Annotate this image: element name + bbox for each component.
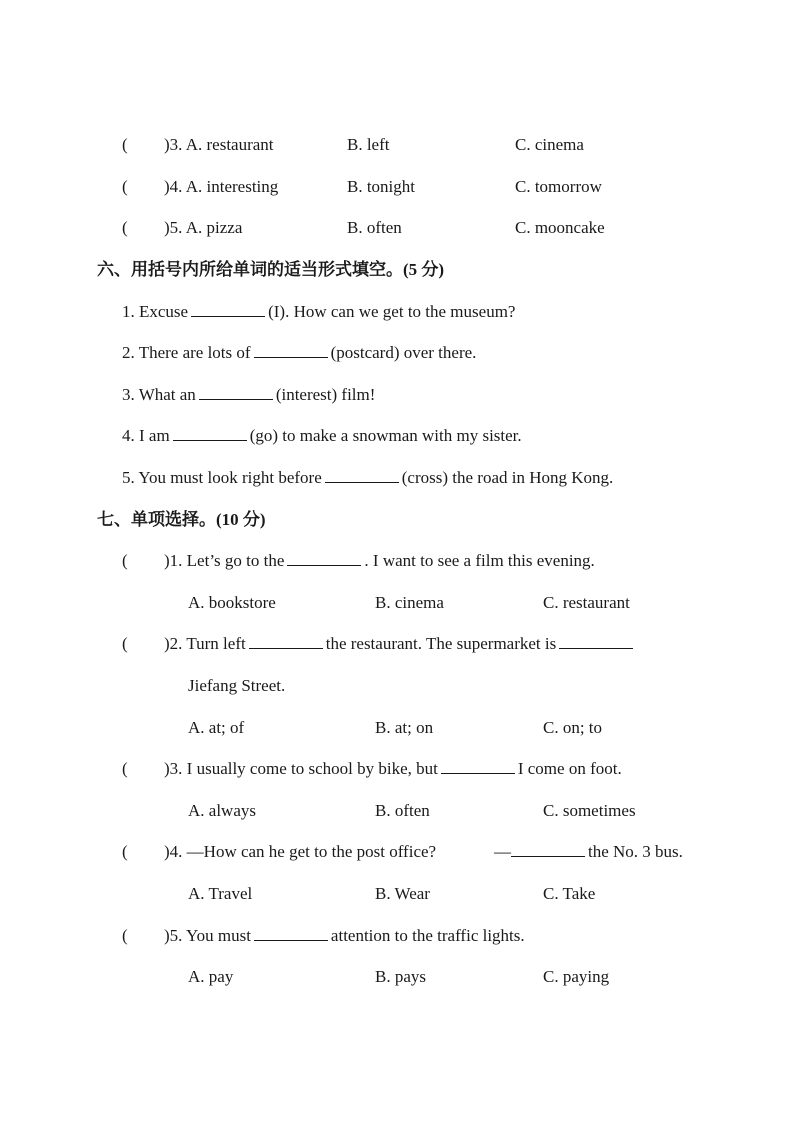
num-label: )4.	[164, 177, 183, 196]
option-a: A. Travel	[188, 884, 253, 903]
question-number	[164, 218, 242, 238]
option-a: A. pay	[188, 967, 234, 986]
option-b: B. at; on	[375, 718, 434, 737]
item-text: 3. What an	[122, 385, 196, 404]
option-a: A. bookstore	[188, 593, 276, 612]
option-c: C. on; to	[543, 718, 603, 737]
option-c: C. sometimes	[543, 801, 636, 820]
stem-text: )2. Turn left	[164, 634, 246, 653]
question-number	[164, 135, 274, 155]
question-number	[164, 177, 278, 197]
option-b: B. cinema	[375, 593, 444, 612]
stem-text: )5. You must	[164, 926, 251, 945]
stem-text: the No. 3 bus.	[588, 842, 683, 861]
paren: (	[122, 177, 128, 196]
stem-text: I come on foot.	[517, 759, 622, 778]
s6-item-1	[122, 302, 515, 322]
paren: (	[122, 759, 128, 778]
option-c: C. Take	[543, 884, 596, 903]
option-c: C. cinema	[515, 135, 584, 154]
s6-item-3	[122, 385, 375, 405]
item-text: (I). How can we get to the museum?	[268, 302, 516, 321]
option-c: C. tomorrow	[515, 177, 602, 196]
stem-continuation: Jiefang Street.	[188, 676, 286, 695]
answer-blank[interactable]	[441, 759, 515, 774]
answer-blank[interactable]	[249, 634, 323, 649]
answer-blank[interactable]	[254, 926, 328, 941]
s7-q3-stem	[164, 759, 622, 779]
s7-q2-stem	[164, 634, 636, 654]
stem-text: . I want to see a film this evening.	[364, 551, 595, 570]
section7-heading: 七、单项选择。(10 分)	[97, 510, 266, 529]
option-b: B. tonight	[347, 177, 416, 196]
s7-q4-stem	[164, 842, 436, 862]
paren: (	[122, 926, 128, 945]
option-c: C. restaurant	[543, 593, 630, 612]
answer-blank[interactable]	[191, 302, 265, 317]
item-text: (interest) film!	[275, 385, 376, 404]
item-text: (go) to make a snowman with my sister.	[249, 426, 522, 445]
answer-blank[interactable]	[511, 842, 585, 857]
s6-item-4	[122, 426, 522, 446]
option-b: B. often	[375, 801, 430, 820]
s6-item-2	[122, 343, 476, 363]
paren: (	[122, 218, 128, 237]
item-text: 2. There are lots of	[122, 343, 251, 362]
item-text: (cross) the road in Hong Kong.	[401, 468, 614, 487]
stem-text: )4. —How can he get to the post office?	[164, 842, 437, 861]
stem-text: )1. Let’s go to the	[164, 551, 285, 570]
s6-item-5	[122, 468, 613, 488]
option-b: B. left	[347, 135, 390, 154]
item-text: (postcard) over there.	[330, 343, 477, 362]
item-text: 4. I am	[122, 426, 170, 445]
option-a: A. pizza	[185, 218, 243, 237]
paren: (	[122, 842, 128, 861]
option-c: C. paying	[543, 967, 610, 986]
item-text: 5. You must look right before	[122, 468, 322, 487]
answer-blank[interactable]	[199, 385, 273, 400]
answer-blank[interactable]	[254, 343, 328, 358]
paren: (	[122, 634, 128, 653]
option-b: B. pays	[375, 967, 426, 986]
stem-text: attention to the traffic lights.	[330, 926, 525, 945]
stem-text: )3. I usually come to school by bike, but	[164, 759, 438, 778]
s7-q4-answer-part	[494, 842, 683, 862]
dash: —	[494, 842, 511, 861]
paren: (	[122, 135, 128, 154]
answer-blank[interactable]	[173, 426, 247, 441]
answer-blank[interactable]	[559, 634, 633, 649]
s7-q1-stem	[164, 551, 595, 571]
option-b: B. Wear	[375, 884, 430, 903]
s7-q5-stem	[164, 926, 525, 946]
option-a: A. restaurant	[185, 135, 274, 154]
num-label: )5.	[164, 218, 183, 237]
stem-text: the restaurant. The supermarket is	[325, 634, 557, 653]
option-a: A. interesting	[185, 177, 279, 196]
paren: (	[122, 551, 128, 570]
answer-blank[interactable]	[287, 551, 361, 566]
option-c: C. mooncake	[515, 218, 605, 237]
answer-blank[interactable]	[325, 468, 399, 483]
option-b: B. often	[347, 218, 402, 237]
num-label: )3.	[164, 135, 183, 154]
option-a: A. always	[188, 801, 256, 820]
section6-heading: 六、用括号内所给单词的适当形式填空。(5 分)	[97, 260, 445, 279]
option-a: A. at; of	[188, 718, 245, 737]
item-text: 1. Excuse	[122, 302, 189, 321]
